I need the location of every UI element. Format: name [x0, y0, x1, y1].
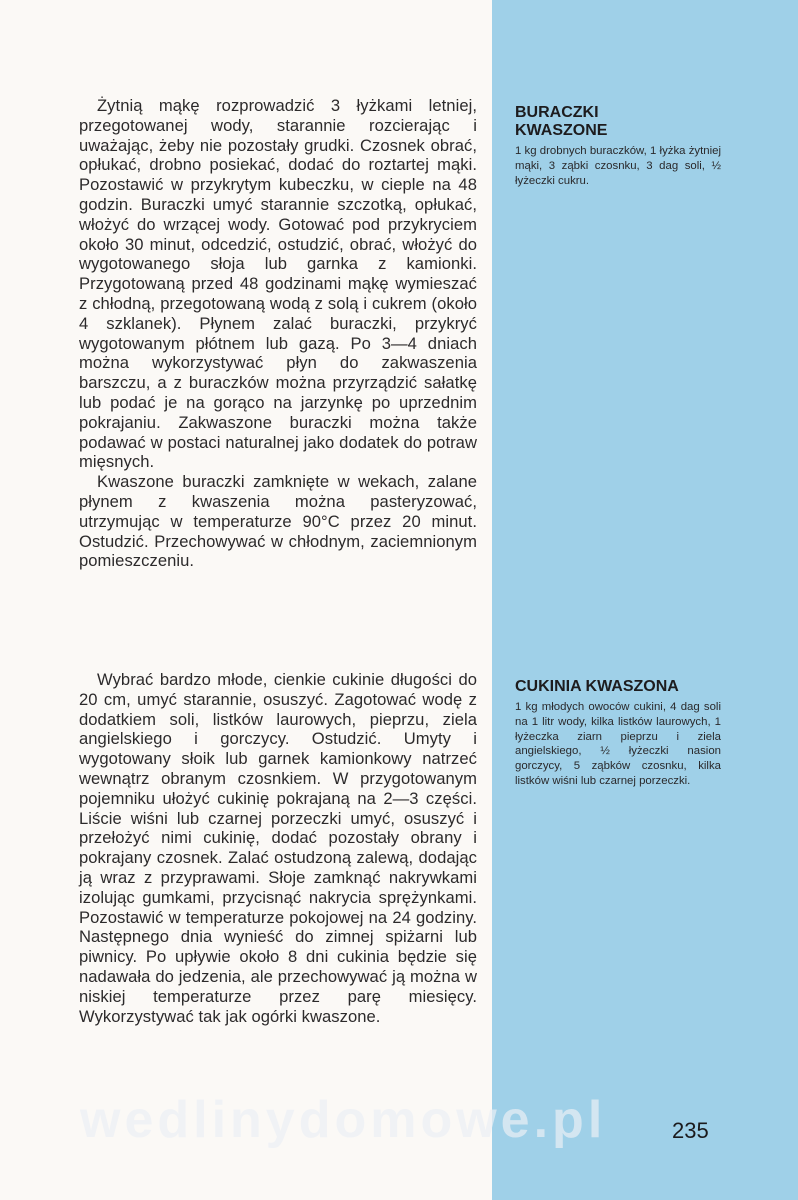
- recipe1-title-line2: KWASZONE: [515, 122, 608, 139]
- recipe1-title: [515, 104, 721, 140]
- recipe2-paragraph-1: Wybrać bardzo młode, cienkie cukinie długości do 20 cm, umyć starannie, osuszyć. Zagotować wodę z dodatkiem soli, listków laurowych, pieprzu, ziela angielskiego i gorczycy. Ostudzić. Umyty i wygotowany słoik lub garnek kamionkowy natrzeć wewnątrz obranym czosnkiem. W przygotowanym pojemniku ułożyć cukinię pokrajaną na 2—3 części. Liście wiśni lub czarnej porzeczki umyć, osuszyć i przełożyć nimi cukinię, dodać pozostały obrany i pokrajany czosnek. Zalać ostudzoną zalewą, dodając ją wraz z przyprawami. Słoje zamknąć nakrywkami izolując gumkami, przycisnąć nakrycia sprężynkami. Pozostawić w temperaturze pokojowej na 24 godziny. Następnego dnia wynieść do zimnej spiżarni lub piwnicy. Po upływie około 8 dni cukinia będzie się nadawała do jedzenia, ale przechowywać ją można w niskiej temperaturze przez parę miesięcy. Wykorzystywać tak jak ogórki kwaszone.: [79, 670, 477, 1026]
- recipe2-title: CUKINIA KWASZONA: [515, 678, 679, 695]
- recipe1-instructions: [79, 96, 477, 571]
- recipe2-instructions: [79, 670, 477, 1026]
- recipe2-ingredients: 1 kg młodych owoców cukini, 4 dag soli na 1 litr wody, kilka listków laurowych, 1 łyżeczka ziarn pieprzu i ziela angielskiego, ½ łyżeczki nasion gorczycy, 5 ząbków czosnku, kilka listków wiśni lub czarnej porzeczki.: [515, 701, 721, 787]
- recipe1-paragraph-2: Kwaszone buraczki zamknięte w wekach, zalane płynem z kwaszenia można pasteryzować, utrzymując w temperaturze 90°C przez 20 minut. Ostudzić. Przechowywać w chłodnym, zaciemnionym pomieszczeniu.: [79, 472, 477, 571]
- recipe1-title-line1: BURACZKI: [515, 104, 599, 121]
- page-number: 235: [672, 1118, 709, 1143]
- recipe2-sidebar: [515, 678, 721, 789]
- watermark: wedlinydomowe.pl: [80, 1091, 607, 1149]
- recipe1-paragraph-1: Żytnią mąkę rozprowadzić 3 łyżkami letniej, przegotowanej wody, starannie rozcierając i uważając, żeby nie pozostały grudki. Czosnek obrać, opłukać, drobno posiekać, dodać do roztartej mąki. Pozostawić w przykrytym kubeczku, w cieple na 48 godzin. Buraczki umyć starannie szczotką, opłukać, włożyć do wrzącej wody. Gotować pod przykryciem około 30 minut, odcedzić, ostudzić, obrać, włożyć do wygotowanego słoja lub garnka z kamionki. Przygotowaną przed 48 godzinami mąkę wymieszać z chłodną, przegotowaną wodą z solą i cukrem (około 4 szklanek). Płynem zalać buraczki, przykryć wygotowanym płótnem lub gazą. Po 3—4 dniach można wykorzystywać płyn do zakwaszenia barszczu, a z buraczków można przyrządzić sałatkę lub podać je na gorąco na jarzynkę po uprzednim pokrajaniu. Zakwaszone buraczki można także podawać w postaci naturalnej jako dodatek do potraw mięsnych.: [79, 96, 477, 472]
- recipe1-ingredients: 1 kg drobnych buraczków, 1 łyżka żytniej mąki, 3 ząbki czosnku, 3 dag soli, ½ łyżeczki cukru.: [515, 145, 721, 187]
- recipe1-sidebar: [515, 104, 721, 188]
